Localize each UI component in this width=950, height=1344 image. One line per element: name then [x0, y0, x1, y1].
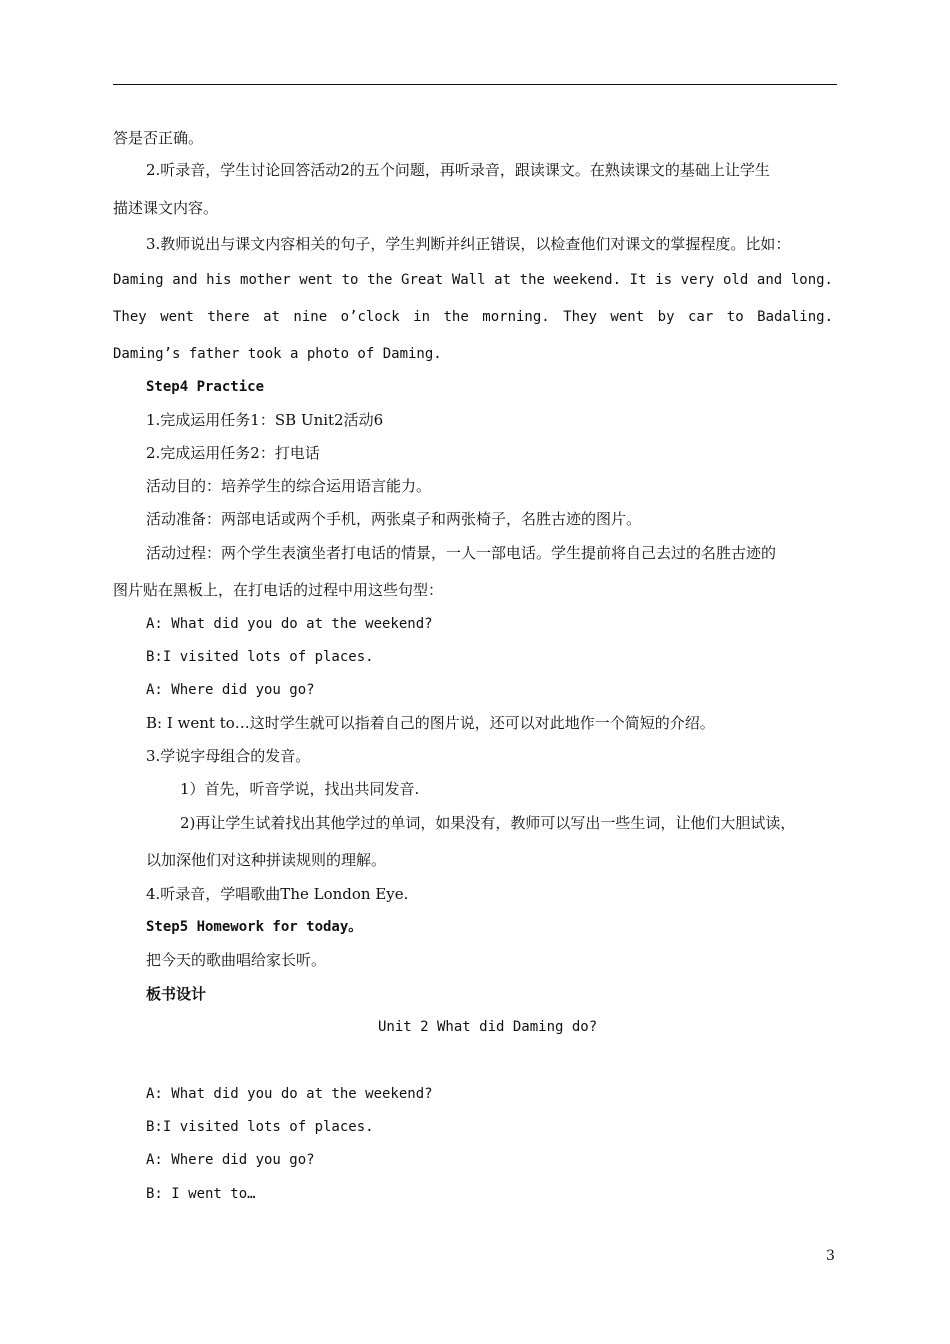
text-line: 描述课文内容。: [113, 199, 219, 217]
dialogue-line: B:I visited lots of places.: [146, 649, 374, 665]
text-line: Daming’s father took a photo of Daming.: [113, 346, 442, 362]
text-line: 1）首先，听音学说，找出共同发音.: [180, 780, 420, 798]
dialogue-line: A: What did you do at the weekend?: [146, 616, 433, 632]
dialogue-line: B: I went to…: [146, 1186, 256, 1202]
text-line: 2.听录音，学生讨论回答活动2的五个问题，再听录音，跟读课文。在熟读课文的基础上让学生: [146, 161, 770, 179]
section-heading: Step5 Homework for today。: [146, 919, 363, 935]
dialogue-line: B:I visited lots of places.: [146, 1119, 374, 1135]
header-rule: [113, 84, 837, 85]
text-line: 2)再让学生试着找出其他学过的单词，如果没有，教师可以写出一些生词，让他们大胆试读，: [180, 814, 796, 832]
text-line: 以加深他们对这种拼读规则的理解。: [146, 851, 387, 869]
dialogue-line: A: Where did you go?: [146, 1152, 315, 1168]
page-number: 3: [826, 1248, 835, 1264]
text-line: 把今天的歌曲唱给家长听。: [146, 951, 327, 969]
dialogue-line: A: What did you do at the weekend?: [146, 1086, 433, 1102]
text-line: 3.教师说出与课文内容相关的句子，学生判断并纠正错误，以检查他们对课文的掌握程度。比如：: [146, 235, 791, 253]
section-heading: Step4 Practice: [146, 379, 265, 395]
text-line: 4.听录音，学唱歌曲The London Eye.: [146, 885, 409, 903]
text-line: 2.完成运用任务2：打电话: [146, 444, 320, 462]
section-heading: 板书设计: [146, 985, 207, 1003]
text-line: 图片贴在黑板上，在打电话的过程中用这些句型：: [113, 581, 444, 599]
text-line: 1.完成运用任务1：SB Unit2活动6: [146, 411, 384, 429]
text-line: 活动准备：两部电话或两个手机，两张桌子和两张椅子，名胜古迹的图片。: [146, 510, 642, 528]
text-line: 3.学说字母组合的发音。: [146, 747, 311, 765]
text-line: They went there at nine o’clock in the morning. They went by car to Badaling.: [113, 309, 833, 325]
text-line: Daming and his mother went to the Great Wall at the weekend. It is very old and long.: [113, 272, 833, 288]
text-line: 答是否正确。: [113, 129, 204, 147]
text-line: 活动目的：培养学生的综合运用语言能力。: [146, 477, 432, 495]
text-line: 活动过程：两个学生表演坐者打电话的情景，一人一部电话。学生提前将自己去过的名胜古迹的: [146, 544, 777, 562]
dialogue-line: A: Where did you go?: [146, 682, 315, 698]
board-title: Unit 2 What did Daming do?: [378, 1019, 598, 1035]
dialogue-line: B: I went to…这时学生就可以指着自己的图片说，还可以对此地作一个简短的介绍。: [146, 714, 715, 732]
